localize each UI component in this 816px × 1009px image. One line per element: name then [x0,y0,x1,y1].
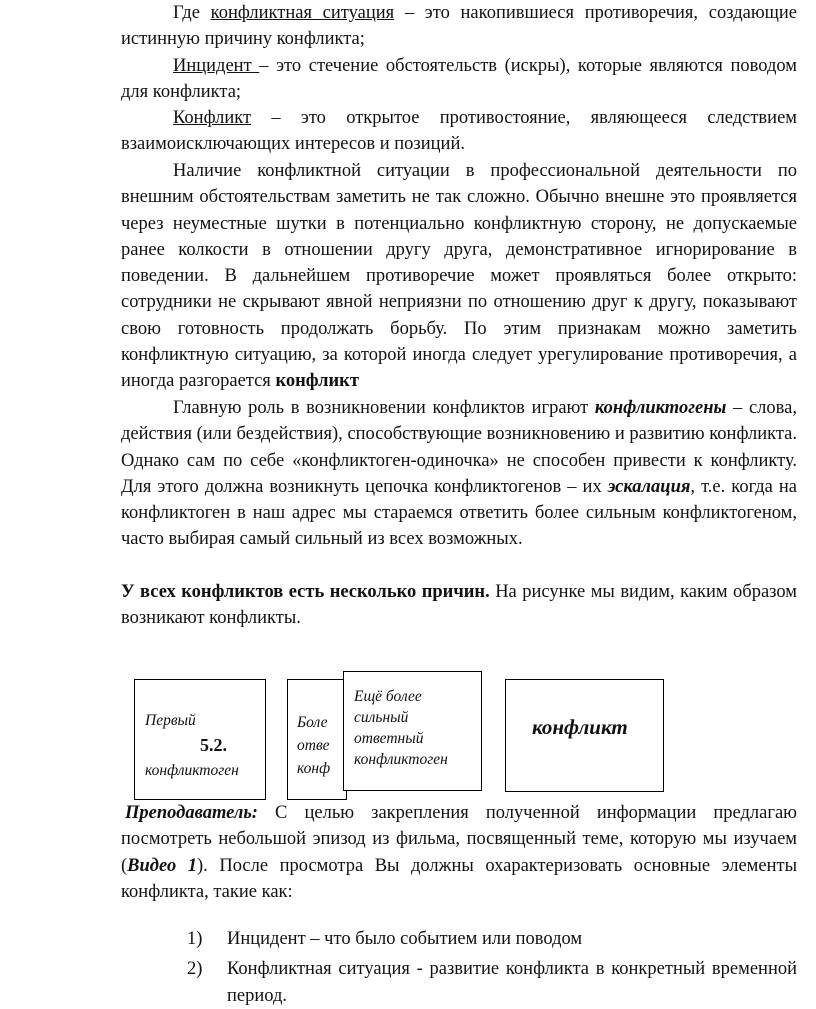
definition-conflict [121,105,797,158]
diagram-box-even-stronger-response [343,671,482,791]
box-text: ответный [354,730,424,747]
definition-text: – это накопившиеся противоречия, создающие истинную причину конфликта; [121,3,797,50]
definition-incident [121,53,797,106]
bold-statement: У всех конфликтов есть несколько причин. [121,582,490,602]
numbered-list [187,926,797,1009]
paragraph-text: На рисунке мы видим, каким образом возникают конфликты. [121,582,797,629]
paragraph-conflict-situation [121,158,797,395]
box-text: конфликт [532,715,628,739]
definitions-block [121,0,797,158]
video-reference: Видео 1 [127,855,197,876]
paragraph-text: С целью закрепления полученной информации предлагаю посмотреть небольшой эпизод из фильма, посвященный теме, которую мы изучаем ( [121,803,797,876]
box-text: конф [297,760,331,777]
list-text: Конфликтная ситуация - развитие конфликта в конкретный временной период. [227,959,797,1006]
box-text: Боле [297,714,328,731]
list-number: 1) [187,929,203,949]
list-item [187,926,797,952]
paragraph-text: – слова, действия (или бездействия), способствующие возникновению и развитию конфликта. Однако сам по себе «конфликтоген-одиночка» не способен привести к конфликту. Для этого должна возникнуть цепочка конфликтогенов – их [121,398,797,497]
box-text: конфликтоген [145,762,239,779]
box-text: Первый [145,712,196,729]
paragraph-teacher [121,800,797,905]
figure-number: 5.2. [200,735,227,755]
box-text: Ещё более [354,688,422,705]
diagram-box-first-conflictogen [134,679,266,800]
paragraph-conflictogens [121,395,797,553]
term-conflictogens: конфликтогены [594,398,727,418]
term-incident: Инцидент [173,55,260,76]
paragraph-text: Наличие конфликтной ситуации в профессиональной деятельности по внешним обстоятельствам заметить не так сложно. Обычно внешне это проявляется через неуместные шутки в потенциально конфликтную сторону, не допускаемые ранее колкости в отношении другу друга, демонстративное игнорирование в поведении. В дальнейшем противоречие может проявляться более открыто: сотрудники не скрывают явной неприязни по отношению друг к другу, показывают свою готовность продолжать борьбу. По этим признакам можно заметить конфликтную ситуацию, за которой иногда следует урегулирование противоречия, а иногда разгорается [121,161,797,392]
term-conflict-situation: конфликтная ситуация [210,3,395,23]
list-number: 2) [187,959,203,980]
definition-text: – это стечение обстоятельств (искры), которые являются поводом для конфликта; [121,55,797,102]
definition-conflict-situation [121,0,797,53]
diagram-box-conflict [505,679,664,792]
paragraph-text: Главную роль в возникновении конфликтов играют [173,398,595,418]
list-item [187,956,797,1009]
box-text: конфликтоген [354,751,448,768]
box-text: сильный [354,709,409,726]
term-conflict: Конфликт [173,108,252,129]
box-text: отве [297,737,330,754]
definition-prefix: Где [173,3,211,23]
bold-term: конфликт [275,371,359,392]
term-escalation: эскалация [607,476,691,497]
speaker-label: Преподаватель: [125,803,258,823]
definition-text: – это открытое противостояние, являющееся следствием взаимоисключающих интересов и позиций. [121,108,797,155]
list-text: Инцидент – что было событием или поводом [227,929,583,949]
diagram-box-stronger-response [287,679,347,800]
paragraph-causes [121,579,797,632]
paragraph-text: , т.е. когда на конфликтоген в наш адрес мы стараемся ответить более сильным конфликтогеном, часто выбирая самый сильный из всех возможных. [121,476,798,550]
paragraph-text: ). После просмотра Вы должны охарактеризовать основные элементы конфликта, такие как: [121,855,797,902]
